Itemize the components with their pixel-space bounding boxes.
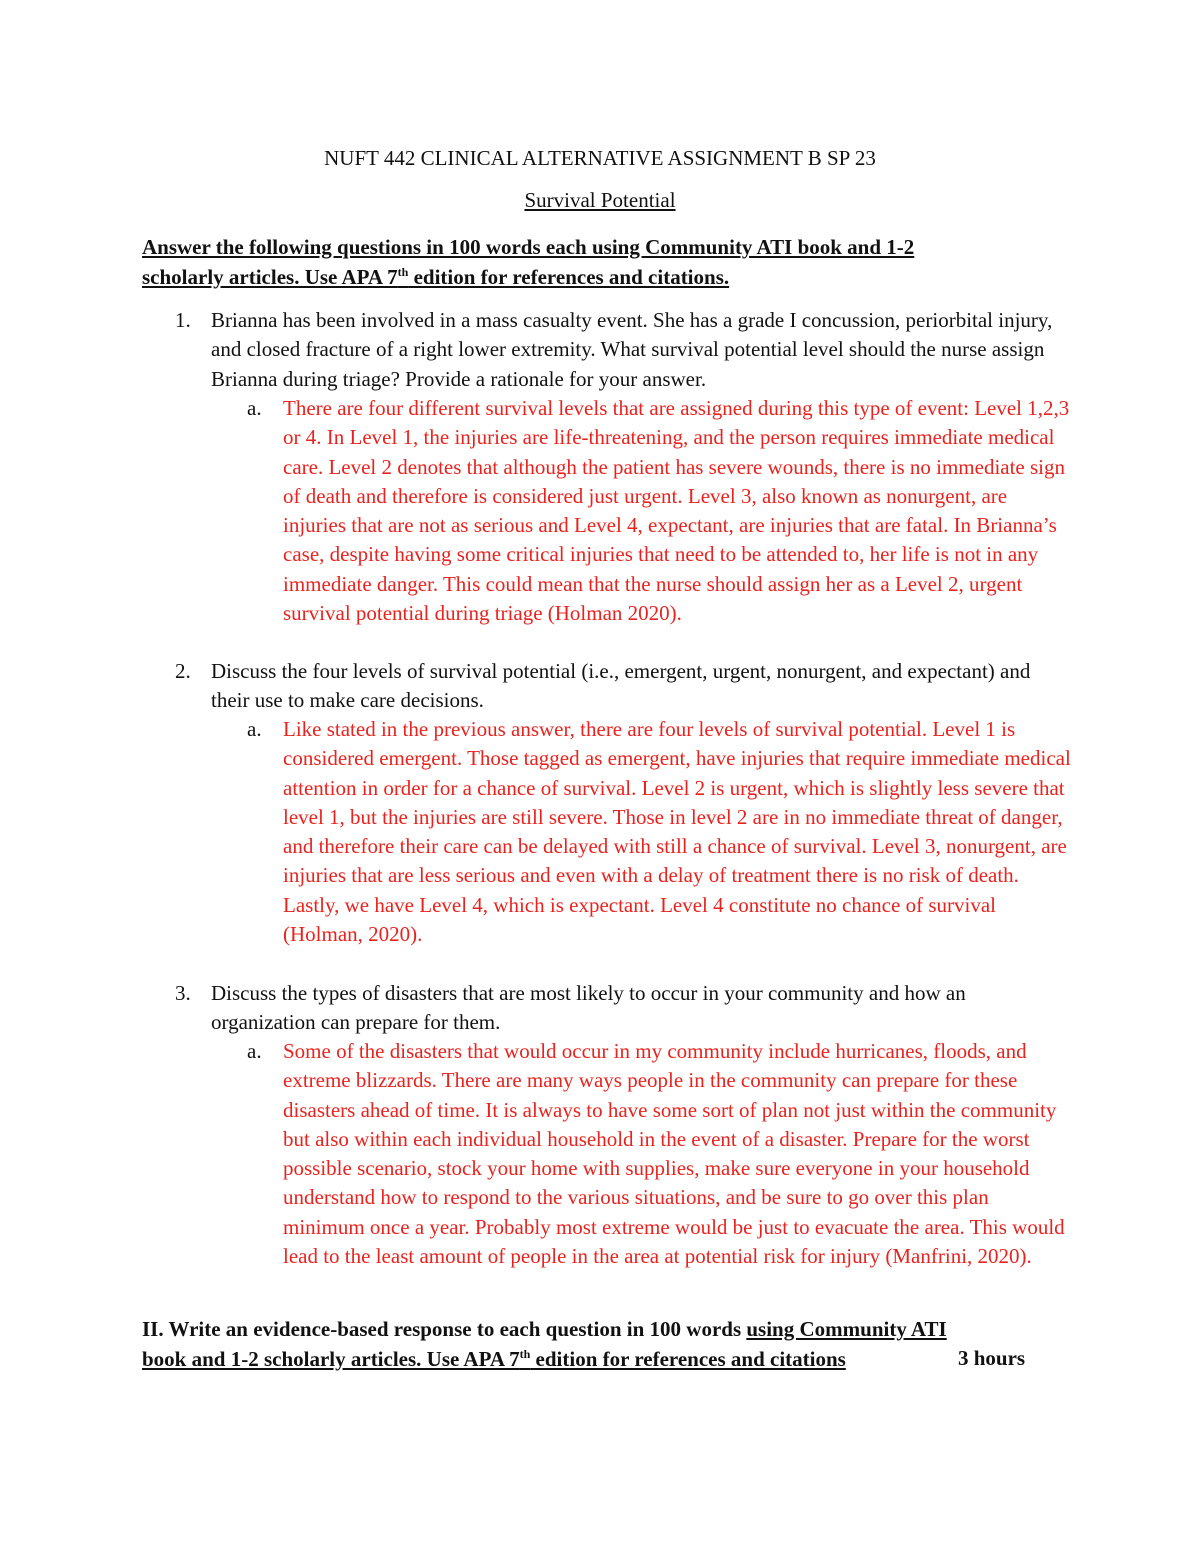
instructions-line1: Answer the following questions in 100 words each using Community ATI book and 1-2	[142, 235, 915, 259]
instructions	[142, 233, 1072, 292]
document-title: NUFT 442 CLINICAL ALTERNATIVE ASSIGNMENT B SP 23	[324, 146, 876, 170]
section-2-instructions	[142, 1315, 1072, 1374]
section-2-line1-plain: II. Write an evidence-based response to each question in 100 words	[142, 1317, 747, 1341]
question-number: 1.	[175, 308, 191, 332]
time-estimate: 3 hours	[958, 1346, 1026, 1370]
section-2-line1-underlined: using Community ATI	[746, 1317, 947, 1341]
answer-text: Like stated in the previous answer, there are four levels of survival potential. Level 1 is considered emergent. Those tagged as emergent, have injuries that require immediate medical attention in order for a chance of survival. Level 2 is urgent, which is slightly less severe that level 1, but the injuries are still severe. Those in level 2 are in no immediate threat of danger, and therefore their care can be delayed with still a chance of survival. Level 3, nonurgent, are injuries that are less serious and even with a delay of treatment there is no risk of death. Lastly, we have Level 4, which is expectant. Level 4 constitute no chance of survival (Holman, 2020).	[283, 717, 1071, 947]
answer-text: There are four different survival levels that are assigned during this type of event: Level 1,2,3 or 4. In Level 1, the injuries are life-threatening, and the person requires immediate medical care. Level 2 denotes that although the patient has severe wounds, there is no immediate sign of death and therefore is considered just urgent. Level 3, also known as nonurgent, are injuries that are not as serious and Level 4, expectant, are injuries that are fatal. In Brianna’s case, despite having some critical injuries that need to be attended to, her life is not in any immediate danger. This could mean that the nurse should assign her as a Level 2, urgent survival potential during triage (Holman 2020).	[283, 396, 1070, 626]
section-2-line2: book and 1-2 scholarly articles. Use APA 7th edition for references and citations	[142, 1346, 846, 1371]
document-subtitle: Survival Potential	[524, 188, 676, 212]
question-text: Discuss the four levels of survival potential (i.e., emergent, urgent, nonurgent, and expectant) and their use to make care decisions.	[211, 659, 1031, 713]
answer-letter: a.	[247, 1039, 262, 1063]
question-number: 3.	[175, 981, 191, 1005]
answer-text: Some of the disasters that would occur in my community include hurricanes, floods, and extreme blizzards. There are many ways people in the community can prepare for these disasters ahead of time. It is always to have some sort of plan not just within the community but also within each individual household in the event of a disaster. Prepare for the worst possible scenario, stock your home with supplies, make sure everyone in your household understand how to respond to the various situations, and be sure to go over this plan minimum once a year. Probably most extreme would be just to evacuate the area. This would lead to the least amount of people in the area at potential risk for injury (Manfrini, 2020).	[283, 1039, 1065, 1269]
question-number: 2.	[175, 659, 191, 683]
instructions-line2: scholarly articles. Use APA 7th edition for references and citations.	[142, 264, 730, 289]
answer-letter: a.	[247, 396, 262, 420]
question-text: Brianna has been involved in a mass casualty event. She has a grade I concussion, periorbital injury, and closed fracture of a right lower extremity. What survival potential level should the nurse assign Brianna during triage? Provide a rationale for your answer.	[211, 308, 1053, 391]
question-text: Discuss the types of disasters that are most likely to occur in your community and how an organization can prepare for them.	[211, 981, 966, 1035]
answer-letter: a.	[247, 717, 262, 741]
